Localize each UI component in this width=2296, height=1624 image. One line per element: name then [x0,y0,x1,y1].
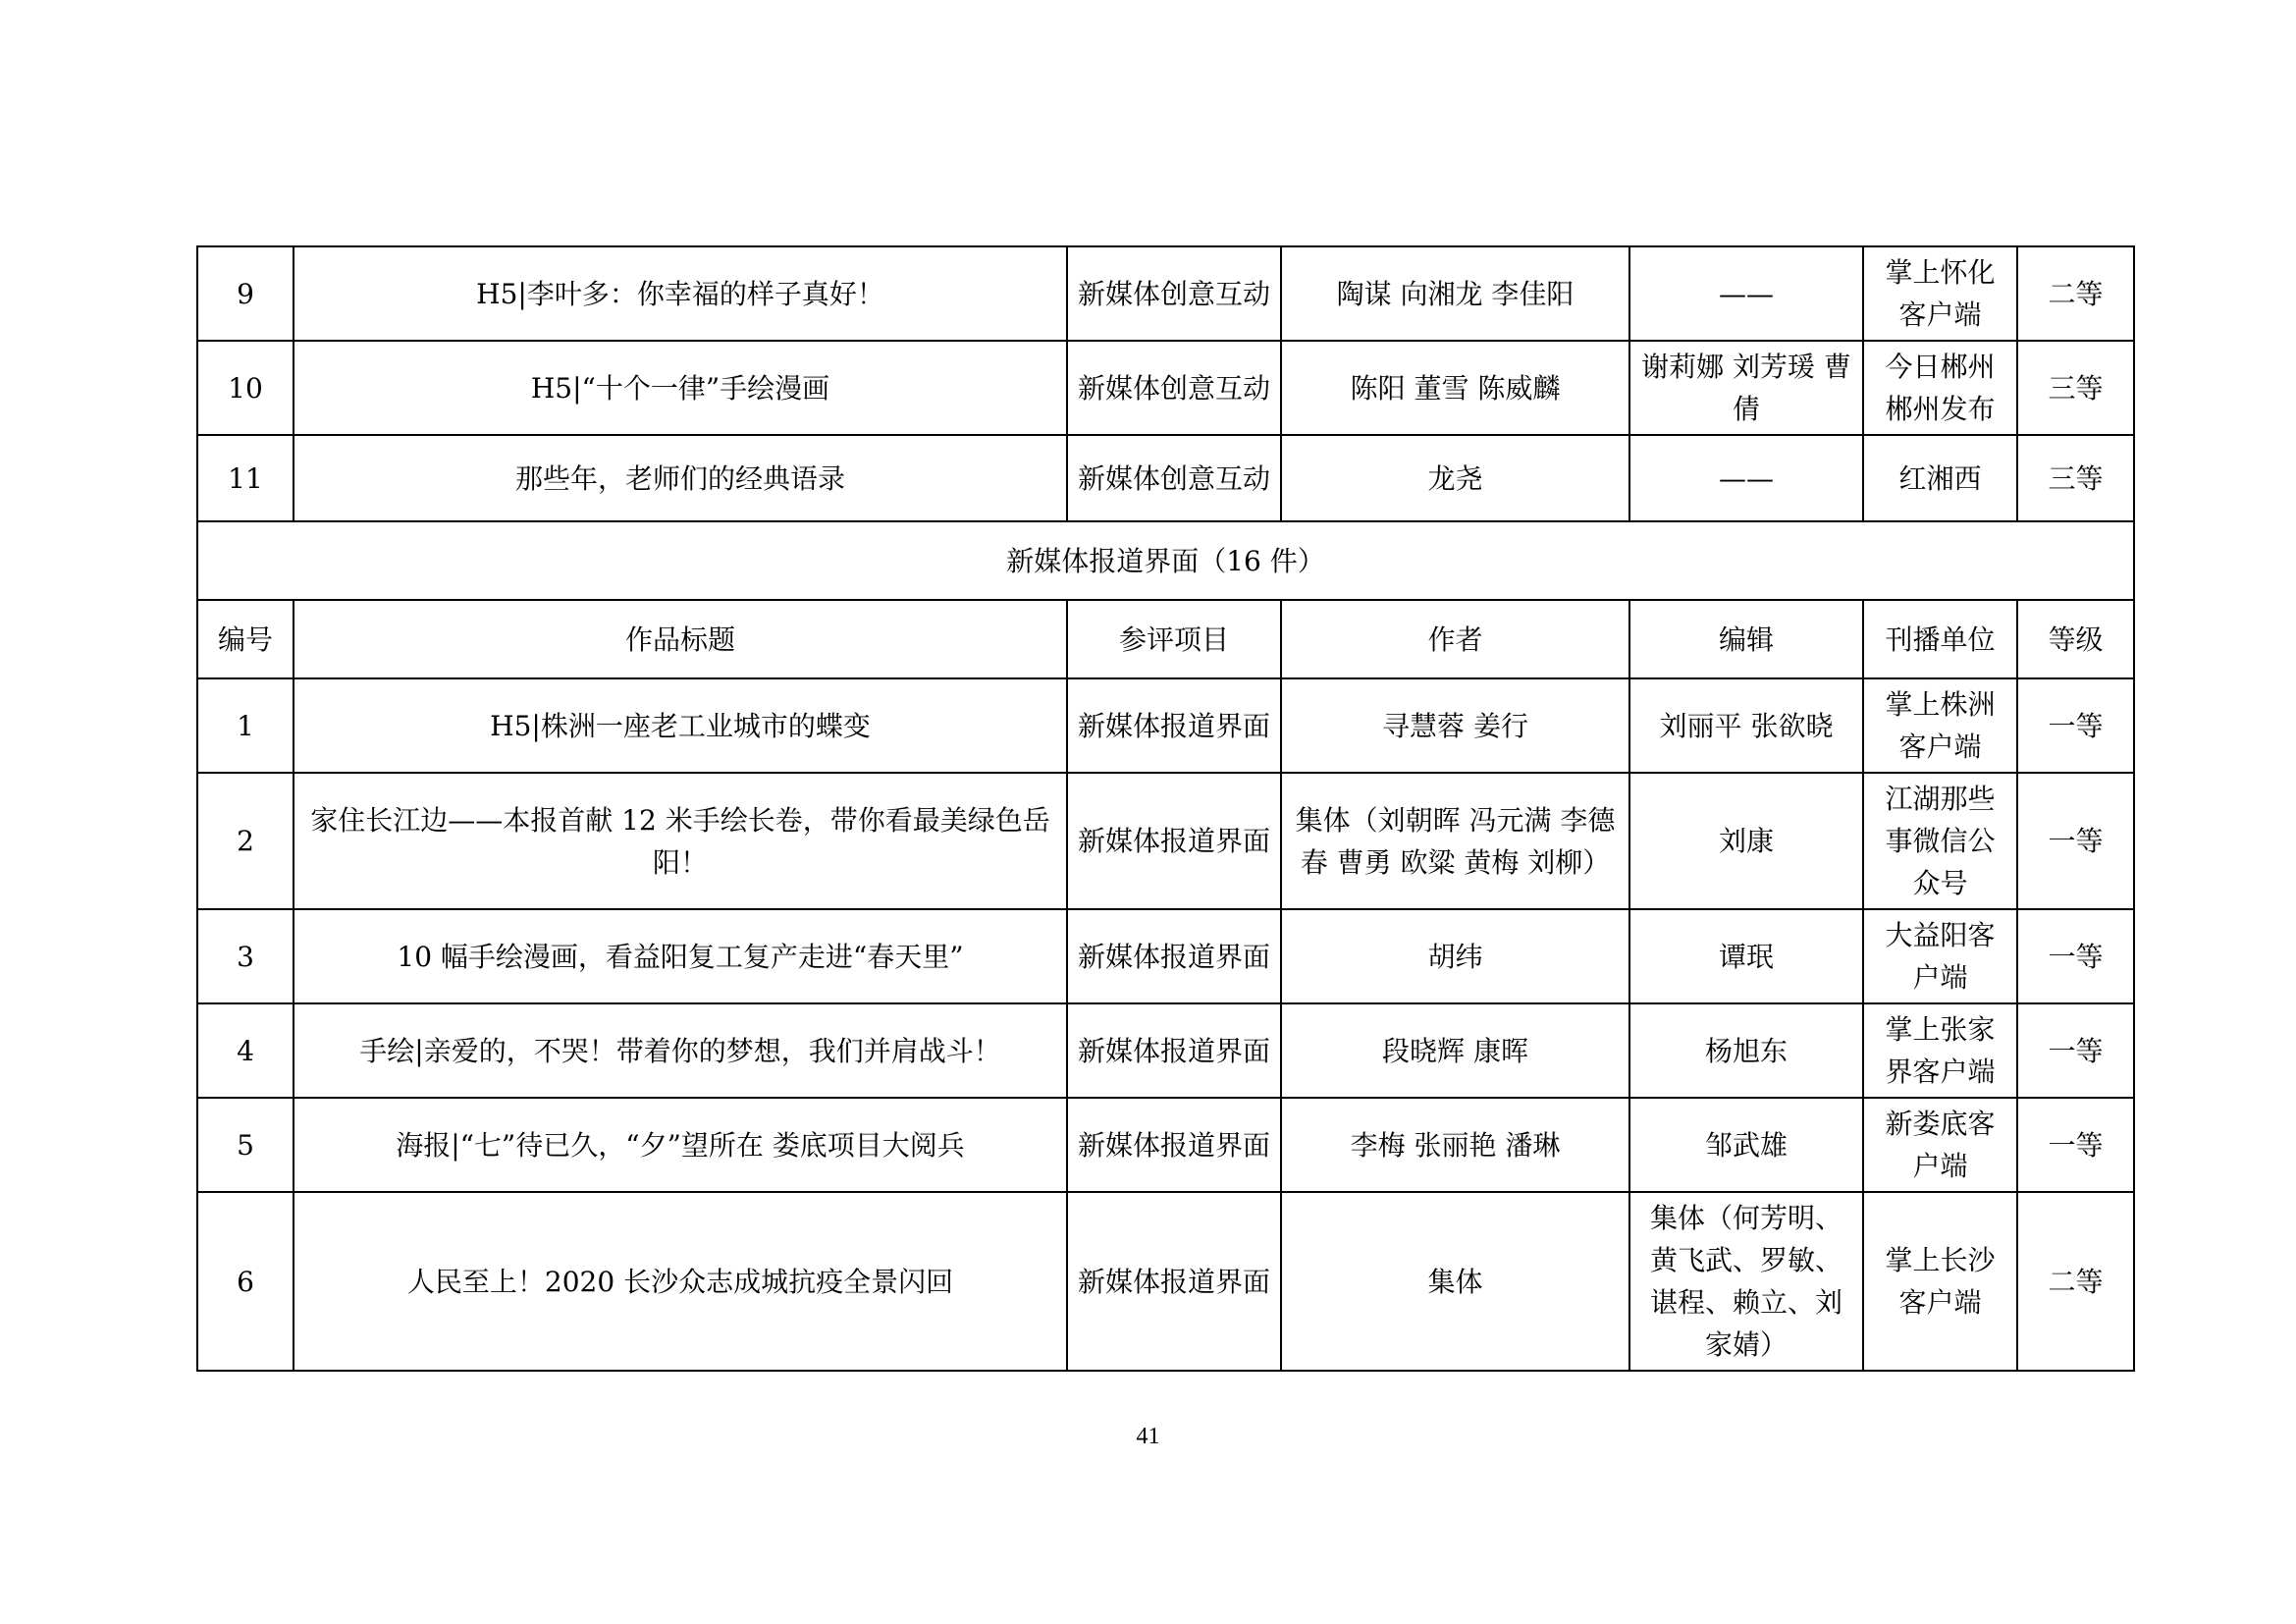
grade: 二等 [2017,1192,2134,1371]
author: 段晓辉 康晖 [1281,1003,1629,1098]
table-row [197,435,2134,521]
editor: 谭珉 [1629,909,1863,1003]
work-title: 家住长江边——本报首献 12 米手绘长卷，带你看最美绿色岳阳！ [294,773,1067,909]
grade: 一等 [2017,1098,2134,1192]
row-number: 10 [197,341,294,435]
section-header-row [197,521,2134,600]
work-title: 那些年，老师们的经典语录 [294,435,1067,521]
awards-table [196,245,2135,1372]
work-title: 10 幅手绘漫画，看益阳复工复产走进“春天里” [294,909,1067,1003]
section-title: 新媒体报道界面（16 件） [197,521,2134,600]
author: 集体（刘朝晖 冯元满 李德春 曹勇 欧粱 黄梅 刘柳） [1281,773,1629,909]
page-number: 41 [1136,1424,1160,1449]
editor: 集体（何芳明、黄飞武、罗敏、谌程、赖立、刘家婧） [1629,1192,1863,1371]
header-grade: 等级 [2017,600,2134,678]
category: 新媒体报道界面 [1067,678,1281,773]
category: 新媒体报道界面 [1067,1003,1281,1098]
row-number: 2 [197,773,294,909]
category: 新媒体创意互动 [1067,435,1281,521]
author: 陶谋 向湘龙 李佳阳 [1281,246,1629,341]
grade: 三等 [2017,341,2134,435]
table-row [197,909,2134,1003]
work-title: H5|“十个一律”手绘漫画 [294,341,1067,435]
publisher: 大益阳客户端 [1863,909,2017,1003]
grade: 一等 [2017,773,2134,909]
publisher: 红湘西 [1863,435,2017,521]
work-title: H5|株洲一座老工业城市的蝶变 [294,678,1067,773]
grade: 二等 [2017,246,2134,341]
category: 新媒体报道界面 [1067,773,1281,909]
header-publisher: 刊播单位 [1863,600,2017,678]
table-row [197,1192,2134,1371]
editor: —— [1629,435,1863,521]
table-row [197,1003,2134,1098]
publisher: 掌上张家界客户端 [1863,1003,2017,1098]
header-editor: 编辑 [1629,600,1863,678]
author: 龙尧 [1281,435,1629,521]
table-row [197,678,2134,773]
table-row [197,773,2134,909]
category: 新媒体报道界面 [1067,1192,1281,1371]
work-title: H5|李叶多：你幸福的样子真好！ [294,246,1067,341]
row-number: 9 [197,246,294,341]
editor: 刘康 [1629,773,1863,909]
editor: 谢莉娜 刘芳瑗 曹倩 [1629,341,1863,435]
grade: 一等 [2017,909,2134,1003]
author: 胡纬 [1281,909,1629,1003]
header-category: 参评项目 [1067,600,1281,678]
work-title: 人民至上！2020 长沙众志成城抗疫全景闪回 [294,1192,1067,1371]
row-number: 1 [197,678,294,773]
editor: 邹武雄 [1629,1098,1863,1192]
grade: 一等 [2017,1003,2134,1098]
header-title: 作品标题 [294,600,1067,678]
column-header-row [197,600,2134,678]
publisher: 掌上株洲客户端 [1863,678,2017,773]
table-row [197,341,2134,435]
work-title: 手绘|亲爱的，不哭！带着你的梦想，我们并肩战斗！ [294,1003,1067,1098]
author: 集体 [1281,1192,1629,1371]
table-row [197,246,2134,341]
author: 陈阳 董雪 陈威麟 [1281,341,1629,435]
header-no: 编号 [197,600,294,678]
category: 新媒体创意互动 [1067,246,1281,341]
publisher: 江湖那些事微信公众号 [1863,773,2017,909]
row-number: 6 [197,1192,294,1371]
publisher: 今日郴州 郴州发布 [1863,341,2017,435]
row-number: 5 [197,1098,294,1192]
table-row [197,1098,2134,1192]
grade: 三等 [2017,435,2134,521]
header-author: 作者 [1281,600,1629,678]
publisher: 新娄底客户端 [1863,1098,2017,1192]
category: 新媒体报道界面 [1067,909,1281,1003]
author: 李梅 张丽艳 潘琳 [1281,1098,1629,1192]
editor: 杨旭东 [1629,1003,1863,1098]
publisher: 掌上怀化客户端 [1863,246,2017,341]
work-title: 海报|“七”待已久，“夕”望所在 娄底项目大阅兵 [294,1098,1067,1192]
editor: 刘丽平 张欲晓 [1629,678,1863,773]
row-number: 3 [197,909,294,1003]
editor: —— [1629,246,1863,341]
grade: 一等 [2017,678,2134,773]
category: 新媒体报道界面 [1067,1098,1281,1192]
category: 新媒体创意互动 [1067,341,1281,435]
author: 寻慧蓉 姜行 [1281,678,1629,773]
row-number: 11 [197,435,294,521]
publisher: 掌上长沙客户端 [1863,1192,2017,1371]
row-number: 4 [197,1003,294,1098]
